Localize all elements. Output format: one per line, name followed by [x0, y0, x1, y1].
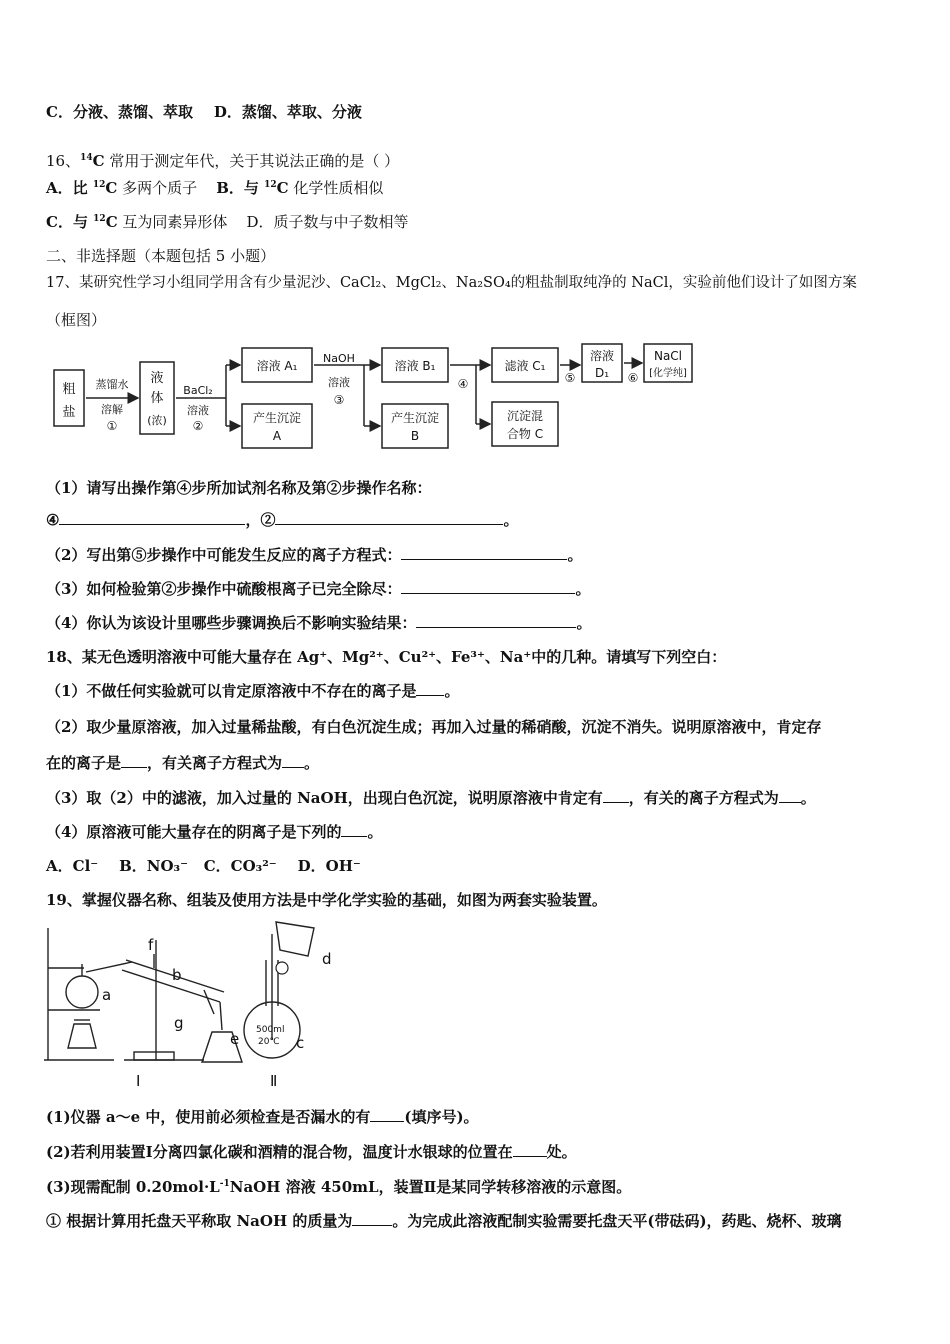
- answer-blank[interactable]: [352, 1211, 392, 1226]
- fig-label-f: f: [148, 936, 154, 954]
- step5-num: ⑤: [564, 371, 576, 385]
- distillation-flask-a: [66, 976, 98, 1008]
- fig-label-b: b: [172, 966, 182, 984]
- filtrate-c-label: 滤液 C₁: [504, 359, 546, 373]
- step1-reagent: 蒸馏水: [95, 378, 129, 391]
- q19-p1: (1)仪器 a～e 中，使用前必须检查是否漏水的有 (填序号)。: [46, 1108, 479, 1126]
- alcohol-lamp: [68, 1024, 96, 1048]
- answer-blank[interactable]: [282, 753, 304, 768]
- fig-label-e: e: [230, 1030, 240, 1048]
- q18-p2: （2）取少量原溶液，加入过量稀盐酸，有白色沉淀生成；再加入过量的稀硝酸，沉淀不消失。说明原溶液中，肯定存: [46, 718, 822, 736]
- step3-reagent: NaOH: [323, 352, 355, 365]
- q17-p3: （3）如何检验第②步操作中硫酸根离子已完全除尽： 。: [46, 580, 591, 598]
- step1-op: 溶解: [101, 403, 123, 416]
- q18-stem: 18、某无色透明溶液中可能大量存在 Ag⁺、Mg²⁺、Cu²⁺、Fe³⁺、Na⁺中的几种。请填写下列空白：: [46, 648, 727, 666]
- step2-op: 溶液: [187, 404, 209, 417]
- crude-1: 粗: [62, 382, 76, 397]
- q19-p2: (2)若利用装置Ⅰ分离四氯化碳和酒精的混合物，温度计水银球的位置在 处。: [46, 1143, 577, 1161]
- liquid-2: 体: [150, 391, 164, 406]
- answer-blank[interactable]: [416, 681, 444, 696]
- q17-p2: （2）写出第⑤步操作中可能发生反应的离子方程式： 。: [46, 546, 583, 564]
- fig-caption-1: Ⅰ: [136, 1072, 141, 1090]
- q19-stem: 19、掌握仪器名称、组装及使用方法是中学化学实验的基础，如图为两套实验装置。: [46, 891, 607, 909]
- fig-label-c: c: [296, 1034, 305, 1052]
- q18-p4: （4）原溶液可能大量存在的阴离子是下列的 。: [46, 823, 383, 841]
- q18-p3: （3）取（2）中的滤液，加入过量的 NaOH，出现白色沉淀，说明原溶液中肯定有 ，有关的离子方程式为 。: [46, 789, 816, 807]
- q18-options: A．Cl⁻ B．NO₃⁻ C．CO₃²⁻ D．OH⁻: [46, 857, 361, 875]
- ppt-c-1: 沉淀混: [506, 409, 544, 423]
- crude-2: 盐: [62, 405, 76, 420]
- q17-p1-blanks: ④ ，② 。: [46, 511, 519, 529]
- nacl-2: [化学纯]: [649, 368, 687, 379]
- answer-blank[interactable]: [341, 822, 367, 837]
- flask-temp-label: 20℃: [258, 1037, 280, 1047]
- answer-blank[interactable]: [401, 579, 575, 594]
- q19-apparatus-figure: [44, 920, 354, 1090]
- flask-volume-label: 500ml: [256, 1025, 285, 1035]
- step3-op: 溶液: [328, 376, 350, 389]
- solution-a-label: 溶液 A₁: [256, 359, 298, 373]
- ppt-c-2: 合物 C: [506, 427, 544, 441]
- solution-b-label: 溶液 B₁: [394, 359, 436, 373]
- nacl-1: NaCl: [653, 349, 683, 363]
- q17-p1: （1）请写出操作第④步所加试剂名称及第②步操作名称：: [46, 479, 432, 497]
- fig-label-a: a: [102, 986, 112, 1004]
- q18-p1: （1）不做任何实验就可以肯定原溶液中不存在的离子是 。: [46, 682, 460, 700]
- q16-options-cd: C．与 $^{12}$C 互为同素异形体 D．质子数与中子数相等: [46, 213, 409, 231]
- solution-d-2: D₁: [594, 366, 610, 380]
- ppt-a-1: 产生沉淀: [252, 411, 302, 425]
- q18-p2-cont: 在的离子是 ，有关离子方程式为 。: [46, 754, 320, 772]
- answer-blank[interactable]: [513, 1142, 547, 1157]
- section-heading: 二、非选择题（本题包括 5 小题）: [46, 247, 276, 265]
- answer-blank[interactable]: [416, 613, 576, 628]
- step2-reagent: BaCl₂: [183, 384, 213, 397]
- q15-option-c: C．分液、蒸馏、萃取: [46, 103, 193, 121]
- q19-p3: (3)现需配制 $0.20mol\cdot L^{-1}NaOH$ 溶液 450mL，装置Ⅱ是某同学转移溶液的示意图。: [46, 1178, 632, 1196]
- answer-blank[interactable]: [121, 753, 147, 768]
- beaker-d: [276, 922, 314, 956]
- answer-blank[interactable]: [401, 545, 567, 560]
- fig-label-g: g: [174, 1014, 184, 1032]
- step2-num: ②: [192, 419, 204, 433]
- q17-p4: （4）你认为该设计里哪些步骤调换后不影响实验结果： 。: [46, 614, 592, 632]
- ppt-b-2: B: [410, 429, 420, 443]
- q19-p4: ① 根据计算用托盘天平称取 NaOH 的质量为 。为完成此溶液配制实验需要托盘天平(带砝码)，药匙、烧杯、玻璃: [46, 1212, 842, 1230]
- ppt-b-1: 产生沉淀: [390, 411, 440, 425]
- q16-stem: 16、$^{14}$C 常用于测定年代，关于其说法正确的是（ ）: [46, 152, 400, 170]
- answer-blank[interactable]: [779, 788, 801, 803]
- q17-stem-2: （框图）: [46, 311, 107, 329]
- answer-blank[interactable]: [59, 510, 245, 525]
- liquid-1: 液: [150, 371, 164, 386]
- ppt-a-2: A: [272, 429, 282, 443]
- q17-stem: 17、某研究性学习小组同学用含有少量泥沙、CaCl₂、MgCl₂、Na₂SO₄的粗盐制取纯净的 NaCl，实验前他们设计了如图方案: [46, 275, 857, 291]
- solution-d-1: 溶液: [589, 349, 615, 363]
- answer-blank[interactable]: [370, 1107, 404, 1122]
- answer-blank[interactable]: [275, 510, 503, 525]
- fig-caption-2: Ⅱ: [270, 1072, 278, 1090]
- q15-option-d: D．蒸馏、萃取、分液: [213, 103, 362, 121]
- step4-num: ④: [457, 377, 469, 391]
- answer-blank[interactable]: [603, 788, 629, 803]
- step1-num: ①: [106, 419, 118, 433]
- step3-num: ③: [333, 393, 345, 407]
- fig-label-d: d: [322, 950, 332, 968]
- q15-options: [46, 102, 362, 122]
- liquid-3: (浓): [147, 414, 167, 427]
- q17-flowchart: [46, 338, 706, 450]
- step6-num: ⑥: [627, 371, 639, 385]
- q16-options-ab: A．比 $^{12}$C 多两个质子 B．与 $^{12}$C 化学性质相似: [46, 179, 384, 197]
